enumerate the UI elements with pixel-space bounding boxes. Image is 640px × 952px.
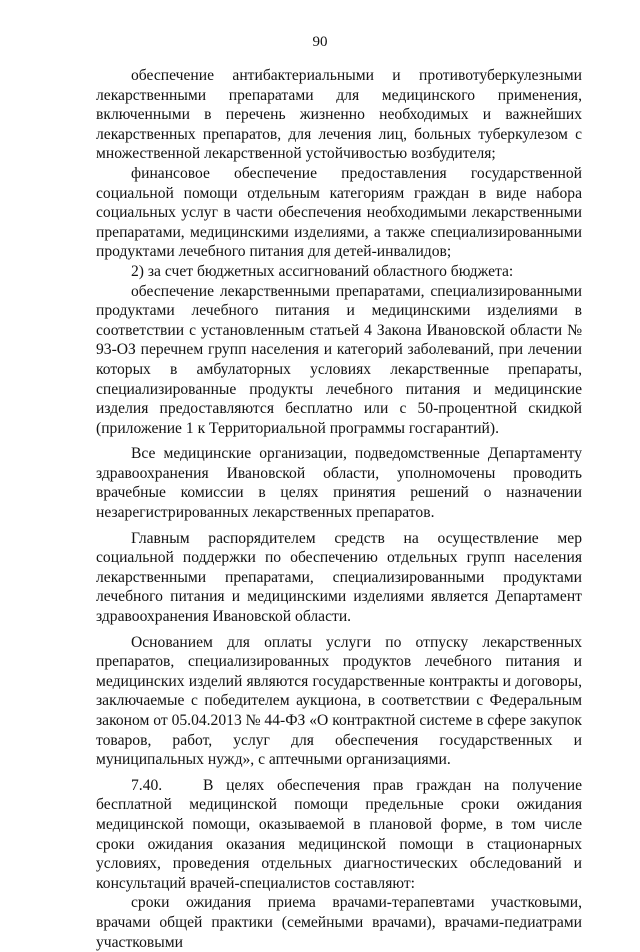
page-number: 90 [312, 34, 328, 50]
paragraph-social-aid-financing: финансовое обеспечение предоставления государственной социальной помощи отдельным категориям граждан в виде набора социальных услуг в части обеспечения необходимыми лекарственными препаратами, медицинскими изделиями, а также специализированными продуктами лечебного питания для детей-инвалидов; [96, 164, 582, 261]
section-text: В целях обеспечения прав граждан на получение бесплатной медицинской помощи предельные сроки ожидания медицинской помощи, оказываемой в плановой форме, в том числе сроки ожидания оказания медицинской помощи в стационарных условиях, проведения отдельных диагностических обследований и консультаций врачей-специалистов составляют: [96, 776, 582, 892]
paragraph-payment-basis: Основанием для оплаты услуги по отпуску лекарственных препаратов, специализированных продуктов лечебного питания и медицинских изделий являются государственные контракты и договоры, заключаемые с победителем аукциона, в соответствии с Федеральным законом от 05.04.2013 № 44-ФЗ «О контрактной системе в сфере закупок товаров, работ, услуг для обеспечения государственных и муниципальных нужд», с аптечными организациями. [96, 633, 582, 769]
paragraph-waiting-times: сроки ожидания приема врачами-терапевтами участковыми, врачами общей практики (семейными врачами), врачами-педиатрами участковыми [96, 894, 582, 951]
paragraph-medical-commissions: Все медицинские организации, подведомственные Департаменту здравоохранения Ивановской области, уполномочены проводить врачебные комиссии в целях принятия решений о назначении незарегистрированных лекарственных препаратов. [96, 445, 582, 522]
section-number: 7.40. [131, 776, 163, 794]
paragraph-chief-administrator: Главным распорядителем средств на осуществление мер социальной поддержки по обеспечению отдельных групп населения лекарственными препаратами, специализированными продуктами лечебного питания и медицинскими изделиями является Департамент здравоохранения Ивановской области. [96, 529, 582, 626]
paragraph-regional-budget: 2) за счет бюджетных ассигнований областного бюджета: [131, 262, 514, 280]
document-body [96, 66, 582, 952]
section-7-40 [96, 776, 582, 894]
paragraph-antibacterial-drugs: обеспечение антибактериальными и противотуберкулезными лекарственными препаратами для медицинского применения, включенными в перечень жизненно необходимых и важнейших лекарственных препаратов, для лечения лиц, больных туберкулезом с множественной лекарственной устойчивостью возбудителя; [96, 67, 582, 163]
paragraph-drug-provision: обеспечение лекарственными препаратами, специализированными продуктами лечебного питания и медицинскими изделиями в соответствии с установленным статьей 4 Закона Ивановской области № 93-ОЗ перечнем групп населения и категорий заболеваний, при лечении которых в амбулаторных условиях лекарственные препараты, специализированные продукты лечебного питания и медицинские изделия предоставляются бесплатно или с 50-процентной скидкой (приложение 1 к Территориальной программы госгарантий). [96, 282, 582, 437]
